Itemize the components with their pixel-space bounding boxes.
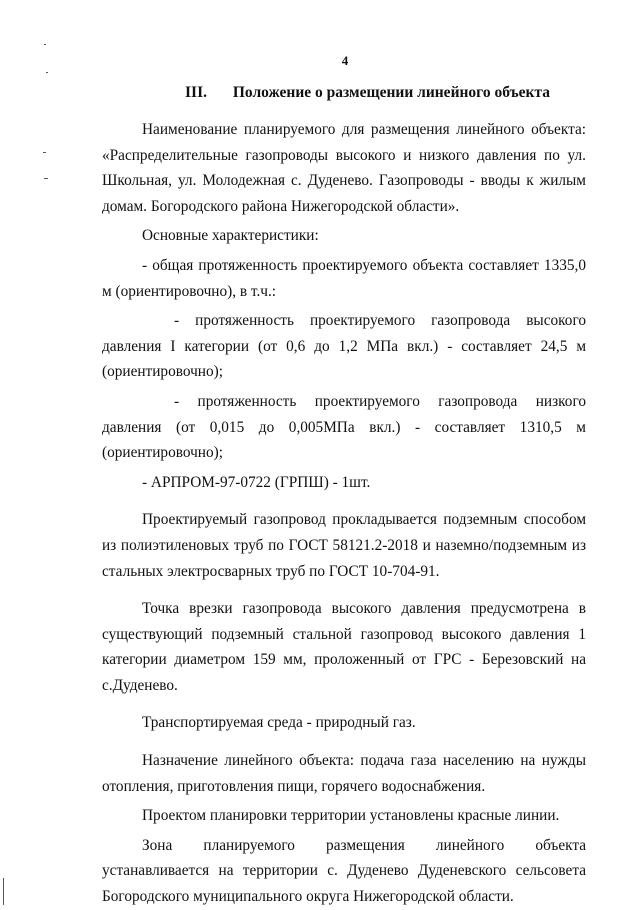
scan-mark (43, 152, 46, 153)
scan-mark (44, 178, 48, 179)
paragraph-object-name: Наименование планируемого для размещения линейного объекта: «Распределительные газопроводы высокого и низкого давления по ул. Школьная, ул. Молодежная с. Дуденево. Газопроводы - вводы к жилым домам. Богородского района Нижегородской области». (102, 121, 586, 215)
paragraph-tie-in-point: Точка врезки газопровода высокого давления предусмотрена в существующий подземный стальной газопровод высокого давления 1 категории диаметром 159 мм, проложенный от ГРС - Березовский на с.Дуденево. (102, 600, 586, 694)
scan-mark (44, 44, 46, 45)
paragraph-low-pressure-length: - протяженность проектируемого газопровода низкого давления (от 0,015 до 0,005МПа вкл.) - составляет 1310,5 м (ориентировочно); (102, 392, 586, 462)
scan-edge-line (3, 878, 4, 905)
paragraph-transported-medium: Транспортируемая среда - природный газ. (142, 714, 416, 732)
paragraph-grpsh: - АРПРОМ-97-0722 (ГРПШ) - 1шт. (142, 473, 371, 491)
paragraph-placement-zone: Зона планируемого размещения линейного объекта устанавливается на территории с. Дуденево Дуденевского сельсовета Богородского муниципального округа Нижегородской области. (102, 836, 586, 906)
section-heading (185, 84, 550, 102)
paragraph-total-length: - общая протяженность проектируемого объекта составляет 1335,0 м (ориентировочно), в т.ч.: (102, 256, 586, 300)
paragraph-pipe-laying: Проектируемый газопровод прокладывается подземным способом из полиэтиленовых труб по ГОСТ 58121.2-2018 и наземно/подземным из стальных электросварных труб по ГОСТ 10-704-91. (102, 511, 586, 580)
paragraph-purpose: Назначение линейного объекта: подача газа населению на нужды отопления, приготовления пищи, горячего водоснабжения. (102, 752, 586, 795)
scan-mark (46, 72, 48, 73)
page-number: 4 (341, 53, 349, 68)
section-title: Положение о размещении линейного объекта (232, 84, 550, 101)
paragraph-high-pressure-length: - протяженность проектируемого газопровода высокого давления I категории (от 0,6 до 1,2 МПа вкл.) - составляет 24,5 м (ориентировочно); (102, 312, 586, 381)
paragraph-characteristics-heading: Основные характеристики: (142, 227, 319, 245)
document-body (102, 117, 586, 910)
paragraph-red-lines: Проектом планировки территории установлены красные линии. (142, 807, 560, 825)
section-roman: III. (185, 84, 207, 101)
